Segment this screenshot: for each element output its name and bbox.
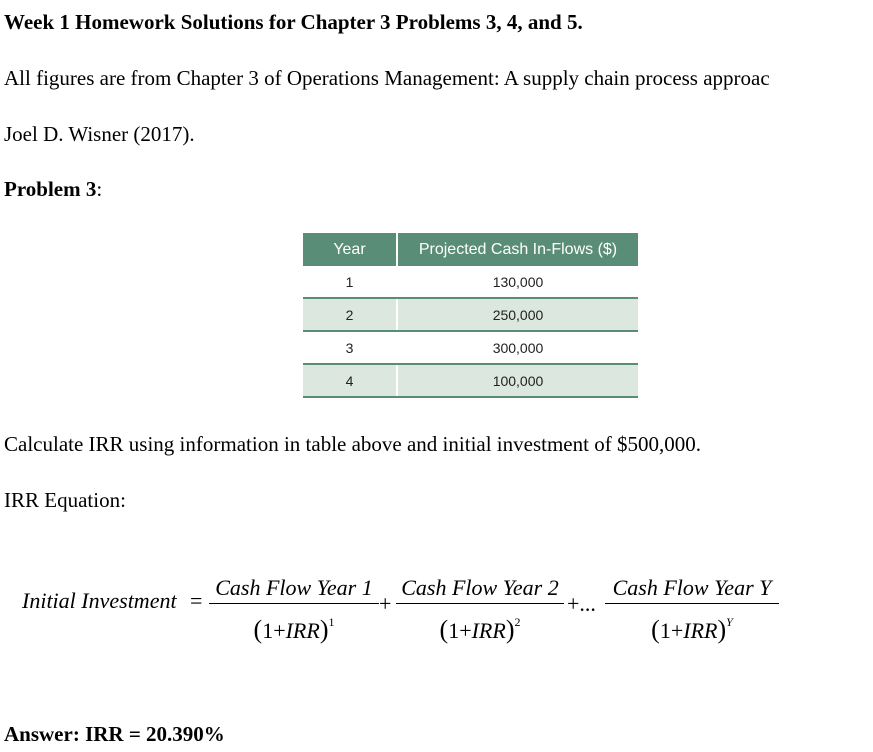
cell-year: 1 [303, 266, 397, 298]
cell-year: 2 [303, 298, 397, 331]
table-row [303, 266, 638, 298]
header-year: Year [303, 233, 397, 266]
table-row [303, 298, 638, 331]
fraction-bar [605, 603, 779, 604]
fraction-year-1 [209, 575, 379, 645]
table-header-row [303, 233, 638, 266]
answer-text: Answer: IRR = 20.390% [4, 722, 225, 746]
numerator-year-2: Cash Flow Year 2 [401, 575, 559, 600]
problem-heading [4, 175, 102, 203]
cell-cash-inflow: 130,000 [397, 266, 638, 298]
cell-cash-inflow: 250,000 [397, 298, 638, 331]
header-cash-inflows: Projected Cash In-Flows ($) [397, 233, 638, 266]
document-heading: Week 1 Homework Solutions for Chapter 3 Problems 3, 4, and 5. [4, 10, 583, 34]
table-row [303, 331, 638, 364]
cell-year: 3 [303, 331, 397, 364]
denominator-year-2: $(1+IRR)^2$ [439, 615, 521, 644]
plus-sign: + [379, 591, 392, 616]
intro-line-2: Joel D. Wisner (2017). [4, 122, 195, 146]
denominator-year-1: $(1+IRR)^1$ [253, 615, 335, 644]
cell-year: 4 [303, 364, 397, 397]
fraction-year-2 [396, 575, 564, 645]
equation-lhs: Initial Investment [22, 588, 177, 613]
cash-flow-table [303, 233, 638, 398]
equation-label: IRR Equation: [4, 488, 126, 512]
equation-equals: = [190, 588, 203, 613]
fraction-bar [396, 603, 564, 604]
numerator-year-y: Cash Flow Year Y [612, 575, 772, 600]
task-text: Calculate IRR using information in table above and initial investment of $500,000. [4, 432, 701, 456]
cell-cash-inflow: 300,000 [397, 331, 638, 364]
denominator-year-y: $(1+IRR)^Y$ [651, 615, 733, 644]
cell-cash-inflow: 100,000 [397, 364, 638, 397]
fraction-bar [209, 603, 379, 604]
problem-label: Problem 3 [4, 177, 97, 201]
table-row [303, 364, 638, 397]
intro-line-1: All figures are from Chapter 3 of Operations Management: A supply chain process approac [4, 66, 770, 90]
plus-ellipsis: +... [567, 591, 596, 616]
fraction-year-y [605, 575, 779, 645]
numerator-year-1: Cash Flow Year 1 [215, 575, 373, 600]
problem-colon: : [96, 177, 103, 201]
